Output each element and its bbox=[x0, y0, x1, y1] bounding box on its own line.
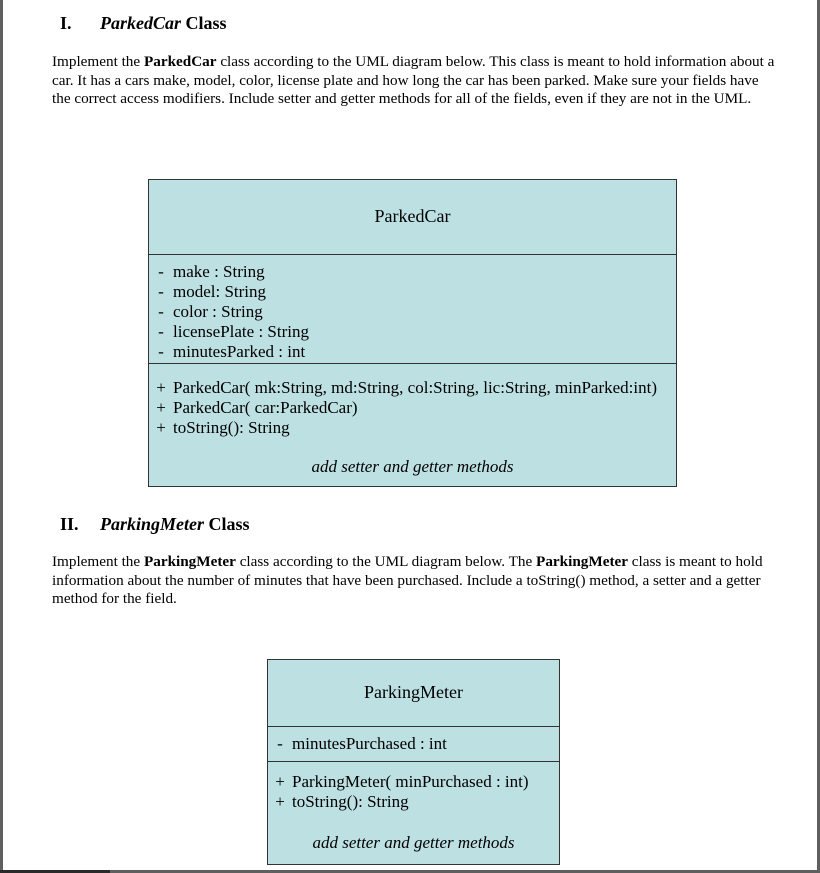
section-2-paragraph bbox=[52, 553, 777, 609]
uml-class-name: ParkedCar bbox=[374, 206, 451, 226]
section-1-heading bbox=[60, 13, 227, 34]
method-text: toString(): String bbox=[292, 792, 409, 811]
uml-fields-section bbox=[268, 726, 559, 761]
section-1-number: I. bbox=[60, 13, 72, 33]
uml-methods-section bbox=[149, 363, 676, 486]
para-bold-class-name: ParkingMeter bbox=[143, 553, 236, 570]
method-text: ParkingMeter( minPurchased : int) bbox=[292, 772, 529, 791]
section-2-suffix: Class bbox=[204, 514, 250, 534]
uml-field-row bbox=[149, 302, 676, 322]
para-text: class is meant to hold information about the number of minutes that have been purchased. Include a toString() method, a setter and a getter method for the field. bbox=[52, 553, 763, 607]
uml-method-row bbox=[268, 792, 559, 812]
uml-name-section bbox=[149, 180, 676, 254]
parkedcar-uml-diagram bbox=[148, 179, 677, 487]
uml-method-row bbox=[149, 378, 676, 398]
field-text: minutesPurchased : int bbox=[292, 734, 447, 753]
section-2-number: II. bbox=[60, 514, 79, 534]
uml-name-section bbox=[268, 660, 559, 726]
field-text: licensePlate : String bbox=[173, 322, 309, 341]
access-modifier: - bbox=[158, 282, 164, 301]
access-modifier: + bbox=[156, 418, 166, 437]
method-text: toString(): String bbox=[173, 418, 290, 437]
para-text: class according to the UML diagram below. This class is meant to hold information about a car. It has a cars make, model, color, license plate and how long the car has been parked. Make sure your fields have the correct access modifiers. Include setter and getter methods for all of the fields, even if they are not in the UML. bbox=[52, 53, 775, 107]
uml-method-row bbox=[149, 418, 676, 438]
uml-field-row bbox=[149, 262, 676, 282]
access-modifier: - bbox=[158, 322, 164, 341]
para-text: Implement the bbox=[52, 553, 144, 570]
parkingmeter-uml-diagram bbox=[267, 659, 560, 865]
uml-field-row bbox=[268, 734, 559, 754]
page-edge-left bbox=[0, 0, 3, 873]
access-modifier: - bbox=[158, 302, 164, 321]
method-text: ParkedCar( mk:String, md:String, col:String, lic:String, minParked:int) bbox=[173, 378, 657, 397]
section-2-heading bbox=[60, 514, 250, 535]
method-text: ParkedCar( car:ParkedCar) bbox=[173, 398, 358, 417]
uml-note: add setter and getter methods bbox=[312, 833, 515, 852]
uml-method-row bbox=[149, 398, 676, 418]
access-modifier: + bbox=[275, 772, 285, 791]
access-modifier: + bbox=[275, 792, 285, 811]
uml-method-row bbox=[268, 772, 559, 792]
para-text: class according to the UML diagram below. The bbox=[235, 553, 537, 570]
field-text: model: String bbox=[173, 282, 267, 301]
uml-field-row bbox=[149, 322, 676, 342]
uml-field-row bbox=[149, 342, 676, 362]
access-modifier: - bbox=[158, 262, 164, 281]
uml-fields-section bbox=[149, 254, 676, 363]
section-1-class-name: ParkedCar bbox=[100, 13, 181, 33]
uml-field-row bbox=[149, 282, 676, 302]
para-text: Implement the bbox=[52, 53, 144, 70]
access-modifier: + bbox=[156, 398, 166, 417]
para-bold-class-name: ParkedCar bbox=[143, 53, 217, 70]
section-2-class-name: ParkingMeter bbox=[100, 514, 205, 534]
access-modifier: - bbox=[158, 342, 164, 361]
section-1-suffix: Class bbox=[181, 13, 227, 33]
access-modifier: - bbox=[277, 734, 283, 753]
field-text: minutesParked : int bbox=[173, 342, 306, 361]
uml-methods-section bbox=[268, 761, 559, 864]
uml-note: add setter and getter methods bbox=[311, 457, 514, 476]
uml-class-name: ParkingMeter bbox=[364, 682, 463, 702]
field-text: make : String bbox=[173, 262, 265, 281]
access-modifier: + bbox=[156, 378, 166, 397]
para-bold-class-name: ParkingMeter bbox=[536, 553, 628, 570]
field-text: color : String bbox=[173, 302, 263, 321]
section-1-paragraph bbox=[52, 53, 777, 109]
